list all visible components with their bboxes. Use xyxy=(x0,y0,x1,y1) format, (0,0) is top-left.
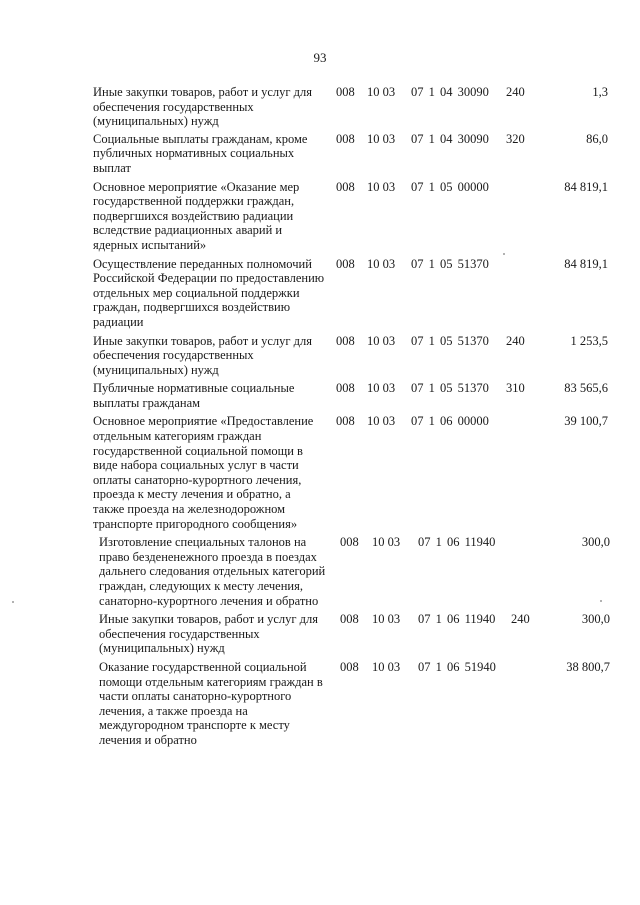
table-row xyxy=(0,414,640,531)
section-code: 10 03 xyxy=(367,414,396,429)
page-number: 93 xyxy=(313,50,327,65)
target-code: 07 1 05 51370 xyxy=(411,256,489,271)
ministry-code: 008 xyxy=(340,659,359,674)
amount: 300,0 xyxy=(581,535,610,550)
amount: 300,0 xyxy=(581,612,610,627)
section-code: 10 03 xyxy=(372,612,401,627)
amount: 84 819,1 xyxy=(564,179,608,194)
target-code: 07 1 06 11940 xyxy=(418,612,496,627)
target-code: 07 1 06 11940 xyxy=(418,535,496,550)
table-row xyxy=(0,612,640,656)
ministry-code: 008 xyxy=(336,333,355,348)
scan-speck xyxy=(600,600,602,602)
target-code: 07 1 05 51370 xyxy=(411,381,489,396)
target-code: 07 1 04 30090 xyxy=(411,85,489,99)
budget-table xyxy=(0,85,640,748)
expense-type-code: 240 xyxy=(506,85,525,99)
table-row xyxy=(0,660,640,748)
target-code: 07 1 04 30090 xyxy=(411,131,489,146)
target-code: 07 1 06 51940 xyxy=(418,659,496,674)
section-code: 10 03 xyxy=(367,256,396,271)
table-row xyxy=(0,381,640,410)
target-code: 07 1 05 00000 xyxy=(411,179,489,194)
amount: 1,3 xyxy=(592,85,608,99)
ministry-code: 008 xyxy=(336,179,355,194)
ministry-code: 008 xyxy=(336,256,355,271)
row-name: Осуществление переданных полномочий Российской Федерации по предоставлению отдельных мер социальной поддержки граждан, подвергшихся воздействию радиации xyxy=(93,256,325,329)
row-name: Публичные нормативные социальные выплаты гражданам xyxy=(93,381,295,410)
target-code: 07 1 06 00000 xyxy=(411,414,489,429)
table-row xyxy=(0,535,640,608)
row-name: Основное мероприятие «Оказание мер государственной поддержки граждан, подвергшихся воздействию радиации вследствие радиационных аварий и ядерных испытаний» xyxy=(93,179,300,252)
table-row xyxy=(0,257,640,330)
row-name: Основное мероприятие «Предоставление отдельным категориям граждан государственной социальной помощи в виде набора социальных услуг в части оплаты санаторно-курортного лечения, проезда к месту лечения и обратно, а также проезда на железнодорожном транспорте пригородного сообщения» xyxy=(93,414,314,531)
amount: 39 100,7 xyxy=(564,414,608,429)
expense-type-code: 240 xyxy=(506,333,525,348)
amount: 1 253,5 xyxy=(570,333,608,348)
amount: 86,0 xyxy=(586,131,608,146)
amount: 84 819,1 xyxy=(564,256,608,271)
row-name: Иные закупки товаров, работ и услуг для обеспечения государственных (муниципальных) нужд xyxy=(93,333,313,377)
section-code: 10 03 xyxy=(372,659,401,674)
table-row xyxy=(0,132,640,176)
section-code: 10 03 xyxy=(372,535,401,550)
table-row xyxy=(0,180,640,253)
expense-type-code: 320 xyxy=(506,131,525,146)
row-name: Иные закупки товаров, работ и услуг для обеспечения государственных (муниципальных) нужд xyxy=(99,612,319,656)
section-code: 10 03 xyxy=(367,131,396,146)
ministry-code: 008 xyxy=(340,535,359,550)
target-code: 07 1 05 51370 xyxy=(411,333,489,348)
scan-speck xyxy=(12,601,14,603)
section-code: 10 03 xyxy=(367,381,396,396)
ministry-code: 008 xyxy=(336,85,355,99)
section-code: 10 03 xyxy=(367,179,396,194)
row-name: Социальные выплаты гражданам, кроме публичных нормативных социальных выплат xyxy=(93,131,308,175)
ministry-code: 008 xyxy=(336,381,355,396)
table-row xyxy=(0,85,640,129)
section-code: 10 03 xyxy=(367,85,396,99)
row-name: Изготовление специальных талонов на право бездененежного проезда в поездах дальнего следования отдельных категорий граждан, следующих к месту лечения, санаторно-курортного лечения и обратно xyxy=(99,535,326,608)
expense-type-code: 310 xyxy=(506,381,525,396)
section-code: 10 03 xyxy=(367,333,396,348)
amount: 38 800,7 xyxy=(566,659,610,674)
scan-speck xyxy=(503,253,505,255)
ministry-code: 008 xyxy=(336,131,355,146)
amount: 83 565,6 xyxy=(564,381,608,396)
ministry-code: 008 xyxy=(340,612,359,627)
table-row xyxy=(0,334,640,378)
ministry-code: 008 xyxy=(336,414,355,429)
row-name: Оказание государственной социальной помощи отдельным категориям граждан в части оплаты санаторно-курортного лечения, а также проезда на междугородном транспорте к месту лечения и обратно xyxy=(99,659,323,747)
row-name: Иные закупки товаров, работ и услуг для обеспечения государственных (муниципальных) нужд xyxy=(93,85,313,129)
expense-type-code: 240 xyxy=(511,612,530,627)
